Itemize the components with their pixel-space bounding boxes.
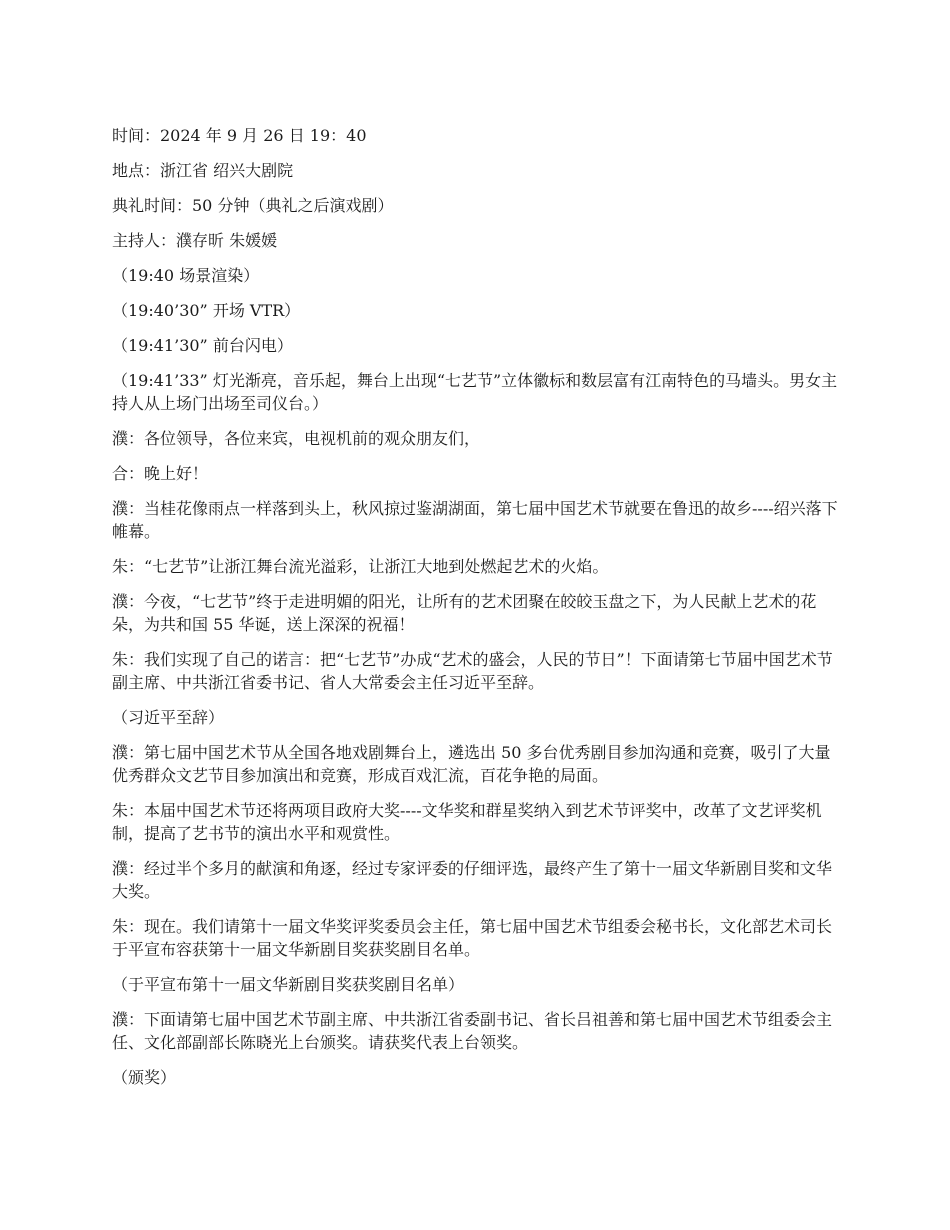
event-time-line: 时间：2024 年 9 月 26 日 19：40 <box>112 126 367 145</box>
stage-direction: （19:41’30” 前台闪电） <box>112 336 293 355</box>
script-line: 濮：第七届中国艺术节从全国各地戏剧舞台上，遴选出 50 多台优秀剧目参加沟通和竞赛，吸引了大量优秀群众文艺节目参加演出和竞赛，形成百戏汇流，百花争艳的局面。 <box>112 743 831 785</box>
stage-direction: （19:40 场景渲染） <box>112 266 260 285</box>
script-line: 朱：本届中国艺术节还将两项目政府大奖----文华奖和群星奖纳入到艺术节评奖中，改革了文艺评奖机制，提高了艺书节的演出水平和观赏性。 <box>112 801 822 843</box>
script-line: 濮：下面请第七届中国艺术节副主席、中共浙江省委副书记、省长吕祖善和第七届中国艺术节组委会主任、文化部副部长陈晓光上台颁奖。请获奖代表上台领奖。 <box>112 1010 833 1052</box>
stage-direction: （于平宣布第十一届文华新剧目奖获奖剧目名单） <box>112 975 465 994</box>
stage-direction: （19:41’33” 灯光渐亮，音乐起，舞台上出现“七艺节”立体徽标和数层富有江南特色的马墙头。男女主持人从上场门出场至司仪台。） <box>112 371 838 413</box>
stage-direction: （习近平至辞） <box>112 708 225 727</box>
script-line: 朱：我们实现了自己的诺言：把“七艺节”办成“艺术的盛会，人民的节日”！下面请第七节届中国艺术节副主席、中共浙江省委书记、省人大常委会主任习近平至辞。 <box>112 650 833 692</box>
script-line: 濮：各位领导，各位来宾，电视机前的观众朋友们， <box>112 429 481 448</box>
script-line: 濮：今夜，“七艺节”终于走进明媚的阳光，让所有的艺术团聚在皎皎玉盘之下，为人民献上艺术的花朵，为共和国 55 华诞，送上深深的祝福！ <box>112 592 817 634</box>
script-line: 合：晚上好！ <box>112 464 209 483</box>
stage-direction: （颁奖） <box>112 1068 177 1087</box>
script-line: 濮：经过半个多月的献演和角逐，经过专家评委的仔细评选，最终产生了第十一届文华新剧目奖和文华大奖。 <box>112 859 833 901</box>
script-line: 朱：“七艺节”让浙江舞台流光溢彩，让浙江大地到处燃起艺术的火焰。 <box>112 557 609 576</box>
stage-direction: （19:40’30” 开场 VTR） <box>112 301 301 320</box>
script-line: 濮：当桂花像雨点一样落到头上，秋风掠过鉴湖湖面，第七届中国艺术节就要在鲁迅的故乡----绍兴落下帷幕。 <box>112 499 838 541</box>
event-location-line: 地点：浙江省 绍兴大剧院 <box>112 161 294 180</box>
ceremony-duration-line: 典礼时间：50 分钟（典礼之后演戏剧） <box>112 196 394 215</box>
hosts-line: 主持人：濮存昕 朱媛媛 <box>112 231 278 250</box>
document-page <box>112 124 840 1101</box>
script-line: 朱：现在。我们请第十一届文华奖评奖委员会主任，第七届中国艺术节组委会秘书长，文化部艺术司长于平宣布容获第十一届文华新剧目奖获奖剧目名单。 <box>112 917 833 959</box>
